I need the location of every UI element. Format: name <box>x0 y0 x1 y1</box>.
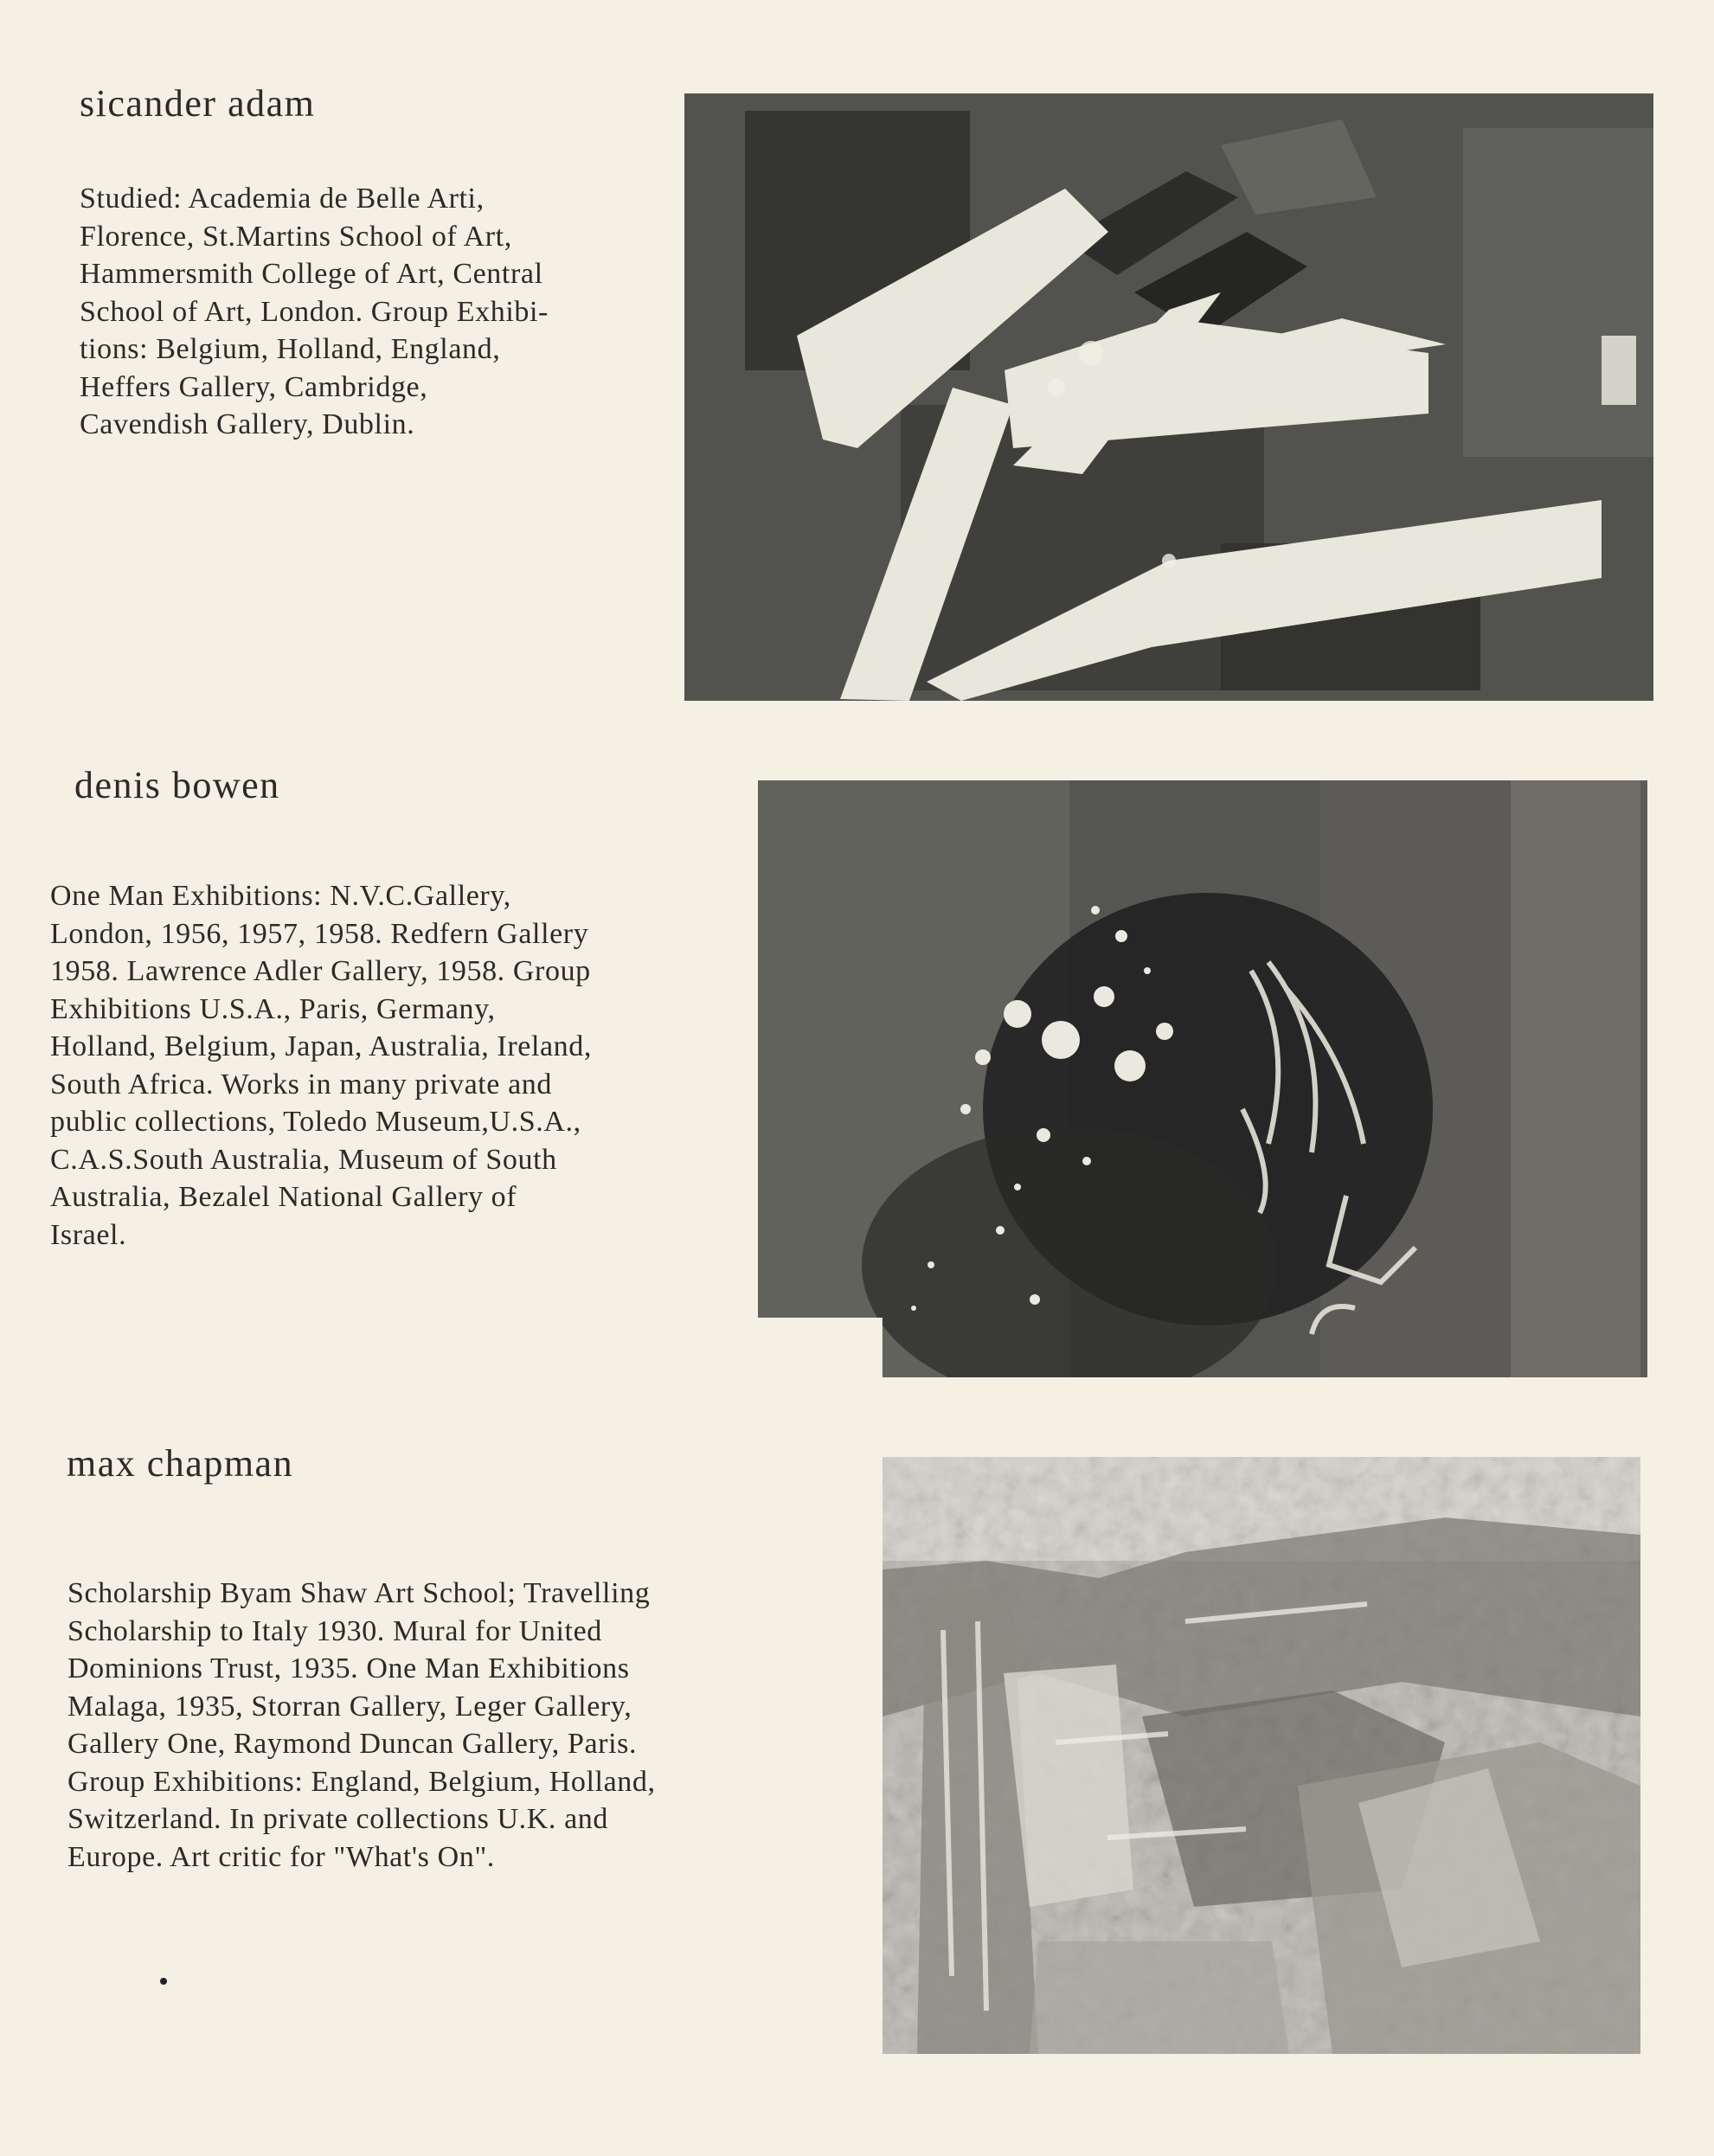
artist-name-sicander-adam: sicander adam <box>80 82 316 125</box>
artwork-max-chapman <box>883 1457 1640 2054</box>
abstract-painting-splatter-icon <box>758 780 1647 1377</box>
artwork-denis-bowen <box>758 780 1647 1377</box>
stray-ink-dot <box>160 1978 167 1985</box>
artist-bio-sicander-adam: Studied: Academia de Belle Arti, Florence, St.Martins School of Art, Hammersmith College of Art, Central School of Art, London. Group Exhibi- tions: Belgium, Holland, England, Heffers Gallery, Cambridge, Cavendish Gallery, Dublin. <box>80 183 549 440</box>
artist-name-max-chapman: max chapman <box>67 1442 294 1485</box>
artist-bio-max-chapman: Scholarship Byam Shaw Art School; Travelling Scholarship to Italy 1930. Mural for United Dominions Trust, 1935. One Man Exhibitions Malaga, 1935, Storran Gallery, Leger Gallery, Gallery One, Raymond Duncan Gallery, Paris. Group Exhibitions: England, Belgium, Holland, Switzerland. In private collections U.K. and Europe. Art critic for "What's On". <box>67 1577 656 1873</box>
abstract-painting-white-strokes-icon <box>684 93 1653 701</box>
artist-bio-denis-bowen: One Man Exhibitions: N.V.C.Gallery, London, 1956, 1957, 1958. Redfern Gallery 1958. Lawrence Adler Gallery, 1958. Group Exhibitions U.S.A., Paris, Germany, Holland, Belgium, Japan, Australia, Ireland, South Africa. Works in many private and public collections, Toledo Museum,U.S.A., C.A.S.South Australia, Museum of South Australia, Bezalel National Gallery of Israel. <box>50 880 592 1251</box>
abstract-painting-textured-icon <box>883 1457 1640 2054</box>
artwork-sicander-adam <box>684 93 1653 701</box>
artist-name-denis-bowen: denis bowen <box>74 764 280 806</box>
